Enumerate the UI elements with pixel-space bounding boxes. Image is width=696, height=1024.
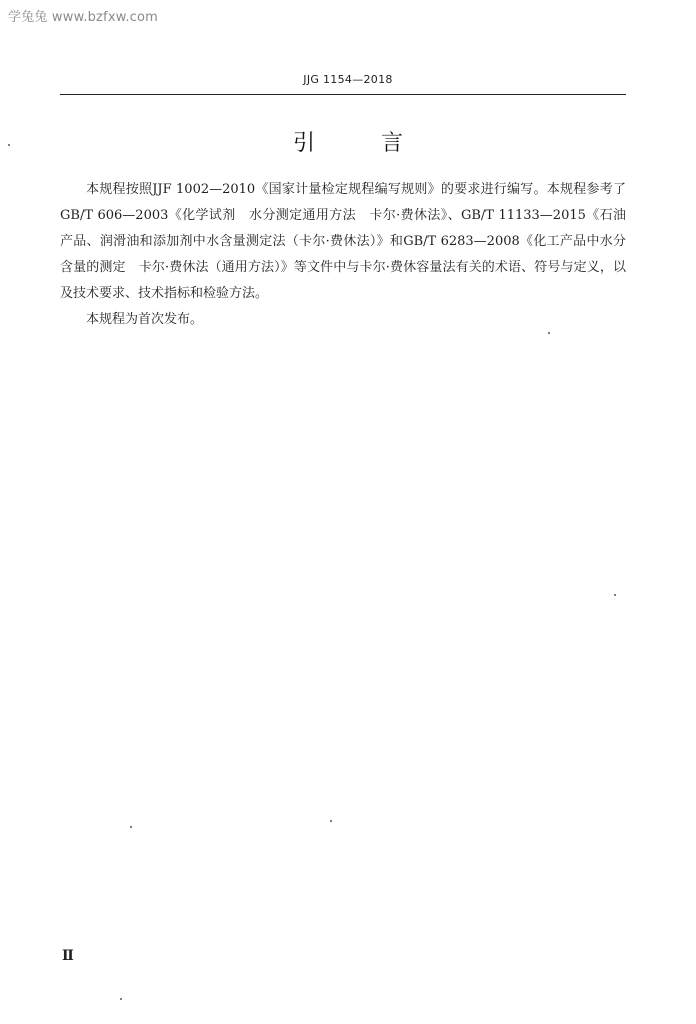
scan-speck: [8, 144, 10, 146]
scan-speck: [330, 820, 332, 822]
paragraph-references: 本规程按照JJF 1002—2010《国家计量检定规程编写规则》的要求进行编写。本规程参考了GB/T 606—2003《化学试剂 水分测定通用方法 卡尔·费休法》、GB/T 11133—2015《石油产品、润滑油和添加剂中水含量测定法（卡尔·费休法）》和GB/T 6283—2008《化工产品中水分含量的测定 卡尔·费休法（通用方法）》等文件中与卡尔·费休容量法有关的术语、符号与定义，以及技术要求、技术指标和检验方法。: [60, 182, 626, 301]
scan-speck: [614, 594, 616, 596]
document-code-header: JJG 1154—2018: [303, 73, 393, 86]
scan-speck: [130, 826, 132, 828]
scan-speck: [120, 998, 122, 1000]
introduction-body: [60, 177, 626, 333]
scan-speck: [548, 332, 550, 334]
page-number: Ⅱ: [62, 948, 74, 964]
paragraph-first-release: 本规程为首次发布。: [86, 312, 204, 327]
watermark-text: 学兔兔 www.bzfxw.com: [8, 10, 159, 25]
page-title: 引 言: [292, 131, 403, 156]
header-divider: [60, 94, 626, 95]
